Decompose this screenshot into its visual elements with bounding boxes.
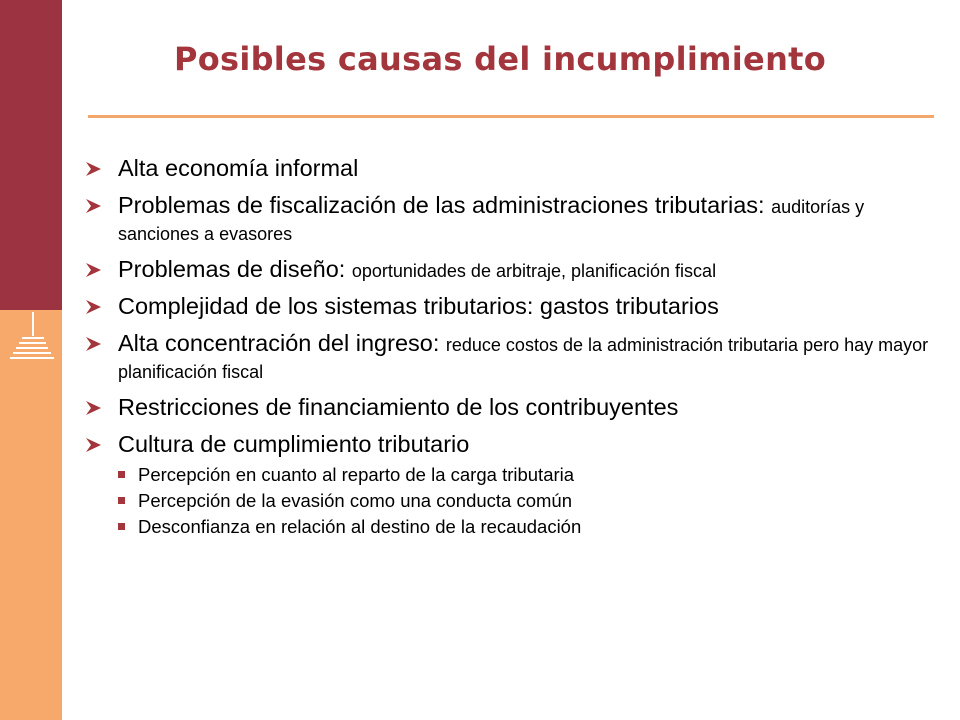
arrow-bullet-icon — [84, 198, 102, 214]
sub-bullet-item — [118, 489, 934, 513]
bullet-text: Alta concentración del ingreso: — [118, 330, 446, 356]
square-bullet-icon — [118, 523, 125, 530]
bullet-text: Cultura de cumplimiento tributario — [118, 431, 470, 457]
arrow-bullet-icon — [84, 336, 102, 352]
title-underline — [88, 115, 934, 118]
bullet-list — [84, 156, 934, 549]
bullet-text: Problemas de diseño: — [118, 256, 352, 282]
sub-bullet-list — [118, 463, 934, 539]
bullet-item — [84, 193, 934, 247]
institution-logo-icon — [8, 308, 56, 368]
bullet-text: Complejidad de los sistemas tributarios: gastos tributarios — [118, 293, 719, 319]
sub-bullet-text: Percepción de la evasión como una conducta común — [138, 490, 572, 511]
square-bullet-icon — [118, 497, 125, 504]
arrow-bullet-icon — [84, 437, 102, 453]
bullet-text: Alta economía informal — [118, 155, 359, 181]
bullet-detail: oportunidades de arbitraje, planificación fiscal — [351, 261, 717, 281]
sub-bullet-item — [118, 463, 934, 487]
square-bullet-icon — [118, 471, 125, 478]
bullet-detail: auditorías y sanciones a evasores — [118, 197, 865, 244]
arrow-bullet-icon — [84, 299, 102, 315]
bullet-item — [84, 294, 934, 321]
sub-bullet-text: Percepción en cuanto al reparto de la carga tributaria — [138, 464, 575, 485]
sidebar-top-band — [0, 0, 62, 310]
slide-title: Posibles causas del incumplimiento — [173, 40, 827, 78]
bullet-item — [84, 331, 934, 385]
bullet-text: Problemas de fiscalización de las administraciones tributarias: — [118, 192, 772, 218]
sub-bullet-item — [118, 515, 934, 539]
bullet-text: Restricciones de financiamiento de los contribuyentes — [118, 394, 679, 420]
bullet-item — [84, 395, 934, 422]
arrow-bullet-icon — [84, 262, 102, 278]
sidebar-bottom-band — [0, 310, 62, 720]
arrow-bullet-icon — [84, 161, 102, 177]
bullet-detail: reduce costos de la administración tributaria pero hay mayor planificación fiscal — [118, 335, 929, 382]
bullet-item — [84, 156, 934, 183]
bullet-item — [84, 257, 934, 284]
sub-bullet-text: Desconfianza en relación al destino de la recaudación — [138, 516, 582, 537]
arrow-bullet-icon — [84, 400, 102, 416]
bullet-item — [84, 432, 934, 539]
